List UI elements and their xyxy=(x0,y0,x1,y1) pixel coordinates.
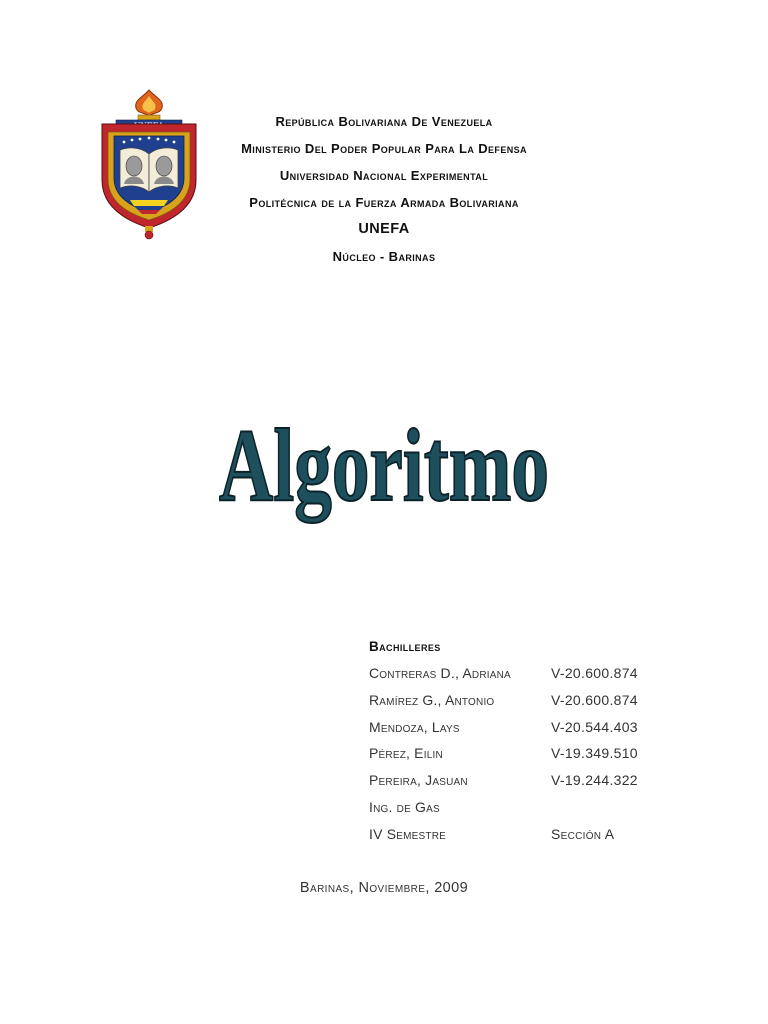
student-name: IV Semestre xyxy=(369,825,446,842)
student-value: V-19.244.322 xyxy=(551,772,638,789)
student-value: V-19.349.510 xyxy=(551,745,638,762)
student-name: Ramírez G., Antonio xyxy=(369,691,495,708)
student-name: Contreras D., Adriana xyxy=(369,665,511,681)
list-item xyxy=(369,767,669,794)
student-name: Pereira, Jasuan xyxy=(369,772,468,789)
list-item xyxy=(369,687,669,714)
student-name: Ing. de Gas xyxy=(369,798,440,815)
student-value: Sección A xyxy=(551,825,615,842)
list-item xyxy=(369,821,669,848)
university-crest-logo xyxy=(94,88,204,240)
header-line-acronym: UNEFA xyxy=(358,221,410,237)
students-block xyxy=(369,634,669,848)
students-list xyxy=(369,660,669,848)
list-item xyxy=(369,794,669,821)
list-item xyxy=(369,660,669,687)
list-item xyxy=(369,740,669,767)
header-line-university: Universidad Nacional Experimental xyxy=(279,168,489,183)
header-line-campus: Núcleo - Barinas xyxy=(332,249,436,264)
header-line-ministry: Ministerio Del Poder Popular Para La Defensa xyxy=(241,141,527,156)
place-date: Barinas, Noviembre, 2009 xyxy=(299,880,469,896)
student-value: V-20.544.403 xyxy=(551,718,638,735)
student-value: V-20.600.874 xyxy=(551,665,638,681)
student-name: Mendoza, Lays xyxy=(369,718,460,735)
student-value: V-20.600.874 xyxy=(551,691,638,708)
header-line-polytechnic: Politécnica de la Fuerza Armada Bolivariana xyxy=(249,195,519,210)
institution-header xyxy=(200,108,568,270)
student-name: Pérez, Eilin xyxy=(369,745,443,762)
header-line-republic: República Bolivariana De Venezuela xyxy=(275,114,493,129)
list-item xyxy=(369,714,669,741)
title-text: Algoritmo xyxy=(219,408,549,523)
document-title xyxy=(0,384,768,544)
students-heading: Bachilleres xyxy=(369,639,441,654)
